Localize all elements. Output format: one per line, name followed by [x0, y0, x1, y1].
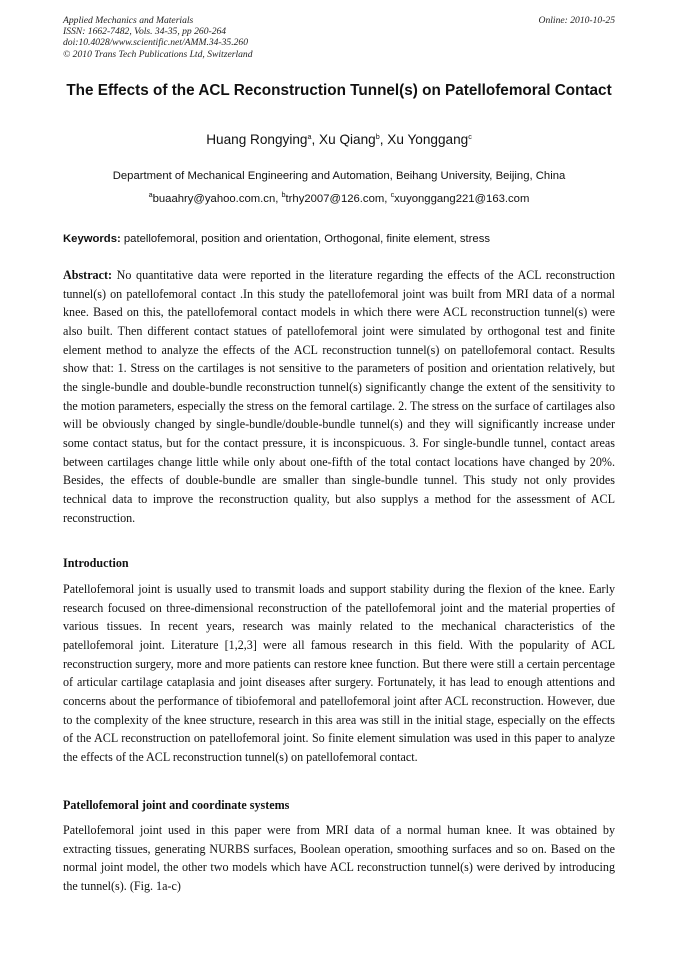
- doi-line: doi:10.4028/www.scientific.net/AMM.34-35.260: [63, 37, 249, 49]
- email-separator: ,: [275, 193, 282, 205]
- affiliation: Department of Mechanical Engineering and Automation, Beihang University, Beijing, China: [112, 170, 566, 182]
- journal-header: [63, 15, 615, 60]
- keywords-label: Keywords:: [63, 233, 121, 245]
- email-address: xuyonggang221@163.com: [394, 193, 530, 205]
- author-affiliation-mark: c: [468, 132, 472, 141]
- abstract-label: Abstract:: [63, 268, 113, 282]
- email-address: trhy2007@126.com: [285, 193, 385, 205]
- author-separator: ,: [379, 132, 388, 147]
- introduction-paragraph: Patellofemoral joint is usually used to transmit loads and support stability during the flexion of the knee. Early research focused on three-dimensional reconstruction of the patellofemoral joint and the material properties of various tissues. In recent years, research was mainly related to the mechanical characteristics of the patellofemoral joint. Literature [1,2,3] were all famous research in this field. With the popularity of ACL reconstruction surgery, more and more patients can restore knee function. But there were still a certain percentage of articular cartilage cataplasia and joint diseases after surgery. Fortunately, it has lead to enough attentions and concerns about the performance of tibiofemoral and patellofemoral joint after ACL reconstruction. However, due to the complexity of the knee structure, research in this area was still in the initial stage, especially on the effects of the ACL reconstruction on patellofemoral joint. So finite element simulation was used in this paper to analyze the effects of the ACL reconstruction tunnel(s) on patellofemoral contact.: [63, 582, 615, 764]
- keywords: [63, 232, 615, 246]
- copyright-line: © 2010 Trans Tech Publications Ltd, Switzerland: [63, 48, 253, 60]
- author-name: Xu Qiang: [319, 132, 376, 147]
- paper-title: The Effects of the ACL Reconstruction Tunnel(s) on Patellofemoral Contact: [66, 82, 612, 99]
- email-separator: ,: [384, 193, 391, 205]
- introduction-heading: Introduction: [63, 556, 129, 570]
- issn-line: ISSN: 1662-7482, Vols. 34-35, pp 260-264: [63, 26, 227, 38]
- author-name: Xu Yonggang: [387, 132, 469, 147]
- section-heading-coordinate-systems: Patellofemoral joint and coordinate systems: [63, 798, 290, 812]
- coordinate-systems-paragraph: Patellofemoral joint used in this paper were from MRI data of a normal human knee. It was obtained by extracting tissues, generating NURBS surfaces, Boolean operation, smoothing surfaces and so on. Based on the normal joint model, the other two models which have ACL reconstruction tunnel(s) were derived by introducing the tunnel(s). (Fig. 1a-c): [63, 823, 615, 893]
- abstract-text: No quantitative data were reported in the literature regarding the effects of the ACL reconstruction tunnel(s) on patellofemoral contact .In this study the patellofemoral joint was built from MRI data of a normal knee. Based on this, the patellofemoral contact models in which there were ACL reconstruction tunnel(s) were also built. Then different contact statues of patellofemoral joint were simulated by orthogonal test and finite element method to analyze the effects of the ACL reconstruction tunnel(s) on patellofemoral contact. Results show that: 1. Stress on the cartilages is not sensitive to the parameters of position and orientation relatively, but the single-bundle and double-bundle reconstruction tunnel(s) significantly change the extent of the sensitivity to the motion parameters, especially the stress on the femoral cartilage. 2. The stress on the surface of cartilages also will be obviously changed by single-bundle/double-bundle tunnel(s) and they will significantly increase under some contact status, but for the contact pressure, it is inconspicuous. 3. For single-bundle tunnel, contact areas between cartilages change little while only about one-fifth of the total contact locations have changed by 20%. Besides, the effects of double-bundle are smaller than single-bundle tunnel. This study not only provides technical data to improve the reconstruction quality, but also supplys a method for the assessment of ACL reconstruction.: [63, 268, 615, 525]
- email-mark: c: [390, 190, 395, 199]
- email-list: [40, 192, 638, 207]
- journal-name: Applied Mechanics and Materials: [63, 15, 194, 26]
- author-list: [40, 131, 638, 149]
- keywords-text: patellofemoral, position and orientation, Orthogonal, finite element, stress: [120, 233, 491, 245]
- email-mark: a: [148, 190, 153, 199]
- author-separator: ,: [311, 132, 320, 147]
- email-address: buaahry@yahoo.com.cn: [152, 193, 276, 205]
- online-date: Online: 2010-10-25: [538, 15, 615, 26]
- author-affiliation-mark: a: [307, 132, 312, 141]
- email-mark: b: [281, 190, 286, 199]
- author-affiliation-mark: b: [375, 132, 380, 141]
- author-name: Huang Rongying: [206, 132, 308, 147]
- abstract: [63, 266, 615, 527]
